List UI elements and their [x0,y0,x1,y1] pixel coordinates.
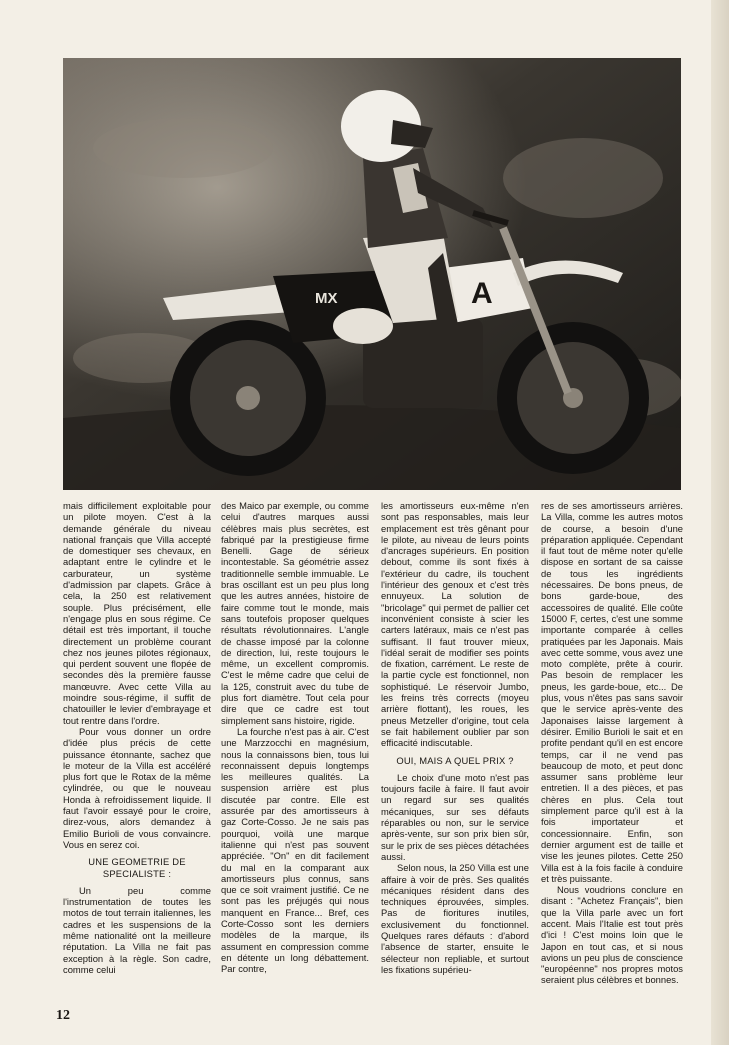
page-edge-shadow [711,0,729,1045]
paragraph: La fourche n'est pas à air. C'est une Marzzocchi en magnésium, nous la connaissons bien, tous lui reconnaissent depuis longtemps les meilleures qualités. La suspension arrière est plus discutée par contre. Elle est assurée par des amortisseurs à gaz Corte-Cosso. Je ne sais pas pourquoi, voilà une marque italienne qui n'est pas souvent appréciée. "On" en dit facilement du mal en la comparant aux amortisseurs plus connus, sans que ce soit vraiment justifié. Ce ne sont pas les préjugés qui nous manquent en France... Bref, ces Corte-Cosso sont les derniers modèles de la marque, ils assument en compression comme en détente un long débattement. Par contre, [221,725,369,975]
numberplate-text: MX [315,290,338,307]
paragraph: Selon nous, la 250 Villa est une affaire à voir de près. Ses qualités mécaniques résident dans des techniques éprouvées, simples. Pas de fioritures inutiles, exclusivement du fonctionnel. Quelques rares défauts : d'abord l'absence de starter, ensuite le sélecteur non repliable, et surtout les fixations supérieu- [381,862,529,975]
article-body [63,500,683,1005]
front-wheel [497,322,649,474]
paragraph: res de ses amortisseurs arrières. La Villa, comme les autres motos de course, a besoin d'une préparation appliquée. Cependant il faut tout de même noter qu'elle dispose en sortant de sa caisse de tous les ingrédients nécessaires. De bons pneus, de bons garde-boue, des accessoires de qualité. Elle coûte 15000 F, certes, c'est une somme importante comparée à celles pratiquées par les Japonais. Mais avec cette somme, vous avez une moto complète, prête à courir. Pas besoin de remplacer les pneus, les garde-boue, etc... De plus, vous n'êtes pas sans savoir que le service après-vente des Japonaises laisse largement à désirer. Emilio Burioli le sait et en profite pendant qu'il en est encore temps, car il ne vend pas beaucoup de moto, et peut donc assumer sans problème leur entretien. Il a des pièces, et pas chères en plus. Cela tout simplement parce qu'il est à la fois importateur et concessionnaire. Enfin, son dernier argument est de taille et vise les jeunes pilotes. Cette 250 Villa est à la fois facile à conduire et très puissante. [541,500,683,884]
section-heading: UNE GEOMETRIE DE SPECIALISTE : [88,856,186,879]
paragraph: Nous voudrions conclure en disant : "Achetez Français", bien que la Villa parle avec un fort accent. Mais l'Italie est tout près d'ici ! C'est moins loin que le Japon en tout cas, et si nous avions un peu plus de conscience "européenne" nos propres motos seraient plus célèbres et bonnes. [541,884,683,986]
paragraph: Un peu comme l'instrumentation de toutes les motos de tout terrain italiennes, les cadres et les suspensions de la même nationalité ont la meilleure réputation. La Villa ne fait pas exception à la règle. Son cadre, comme celui [63,884,211,975]
rear-wheel [170,320,326,476]
section-heading: OUI, MAIS A QUEL PRIX ? [396,754,514,766]
motocross-photo [63,58,681,490]
paragraph: Pour vous donner un ordre d'idée plus précis de cette puissance étonnante, sachez que le moteur de la Villa est accéléré plus fort que le Rotax de la même cylindrée, ou que le nouveau Honda à refroidissement liquide. Il faut l'avoir essayé pour le croire, direz-vous, alors demandez à Emilio Burioli de vous convaincre. Vous en serez coi. [63,725,211,850]
motocross-rider-photo [63,58,681,490]
article-column-4 [541,500,683,986]
tank-letter: A [471,277,493,310]
paragraph: mais difficilement exploitable pour un pilote moyen. C'est à la demande générale du niveau national français que Villa accepté de domestiquer ses chevaux, en adaptant entre le cylindre et le carburateur, un système d'admission par clapets. Grâce à cela, la 250 est relativement souple. Plus précisément, elle n'engage plus en sous régime. Ce détail est très important, il touche directement un problème courant chez nos jeunes pilotes régionaux, qui perdent souvent une flopée de secondes dès la première fausse manœuvre. Avec cette Villa au moindre sous-régime, il suffit de chatouiller le levier d'embrayage et tout rentre dans l'ordre. [63,500,211,726]
article-column-1 [63,500,211,975]
paragraph: les amortisseurs eux-même n'en sont pas responsables, mais leur emplacement est très gênant pour le pilote, au niveau de leurs points d'ancrages supérieurs. En position debout, comme ils sont fixés à l'extérieur du cadre, ils touchent l'intérieur des genoux et c'est très ennuyeux. La solution de "bricolage" qui permet de pallier cet inconvénient consiste à scier les carters latéraux, mais ce n'est pas suffisant. Il faut trouver mieux, l'idéal serait de modifier ses points de fixation, carrément. Le reste de la partie cycle est fonctionnel, non sophistiqué. Le réservoir Jumbo, les freins très corrects (moyeu arrière flottant), les roues, les pneus Metzeller d'origine, tout cela se fait habilement oublier par son efficacité indiscutable. [381,500,529,749]
page-number: 12 [56,1008,70,1023]
article-column-3 [381,500,529,975]
article-column-2 [221,500,369,974]
paragraph: Le choix d'une moto n'est pas toujours facile à faire. Il faut avoir un regard sur ses qualités mécaniques, sur ses défauts réparables ou non, sur le service après-vente, sur son prix bien sûr, sur le prix de ses pièces détachées aussi. [381,771,529,862]
paragraph: des Maico par exemple, ou comme celui d'autres marques aussi célèbres mais plus secrètes, est fabriqué par la prestigieuse firme Benelli. Gage de sérieux incontestable. Sa géométrie assez traditionnelle semble immuable. Le bras oscillant est un peu plus long que les autres années, histoire de faire comme tout le monde, mais sans toutefois proposer quelques résultats révolutionnaires. L'angle de chasse imposé par la colonne de direction, lui, reste toujours le même, un excellent compromis. C'est le même cadre que celui de la 125, construit avec du tube de plus fort diamètre. Tout cela pour dire que ce cadre est tout simplement sans histoire, rigide. [221,500,369,726]
